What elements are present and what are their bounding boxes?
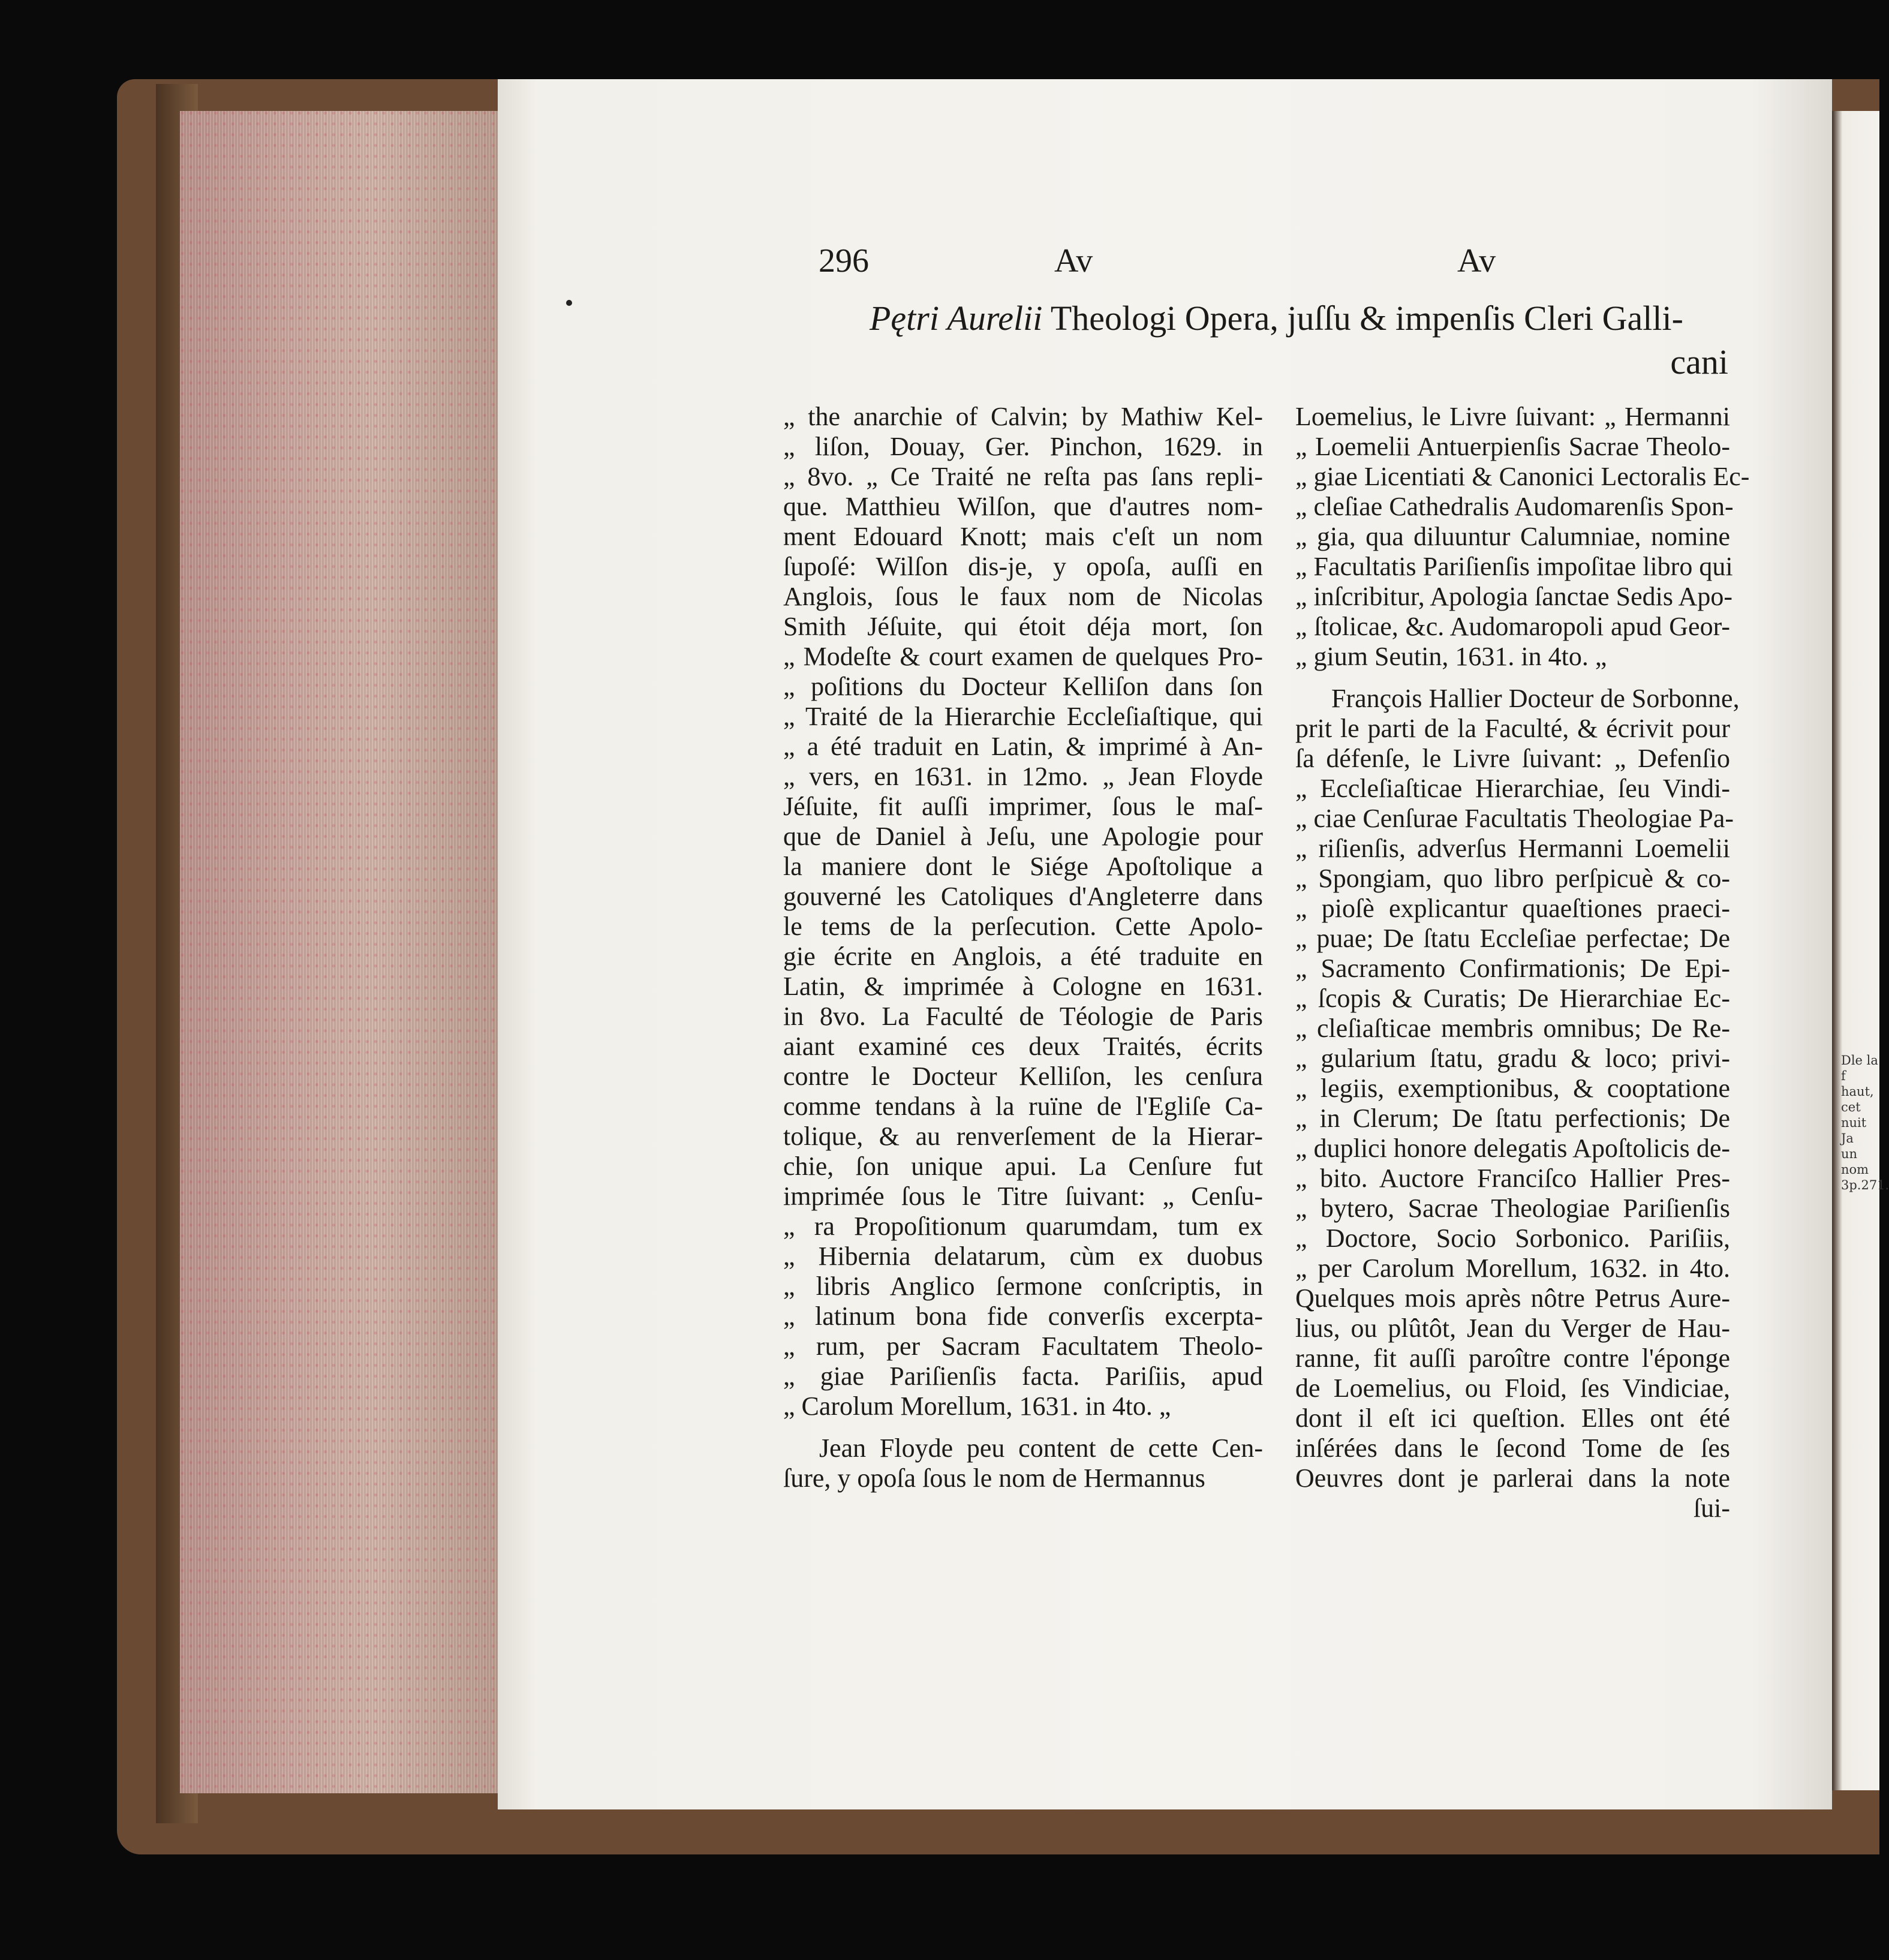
text-line: inſérées dans le ſecond Tome de ſes [1295,1433,1730,1463]
text-line: „ legiis, exemptionibus, & cooptatione [1295,1074,1730,1103]
text-line: aiant examiné ces deux Traités, écrits [783,1032,1263,1061]
text-line: ſure, y opoſa ſous le nom de Hermannus [783,1463,1205,1493]
text-line: „ gia, qua diluuntur Calumniae, nomine [1295,522,1730,551]
text-line: contre le Docteur Kelliſon, les cenſura [783,1062,1263,1091]
text-line: „ cleſiaſticae membris omnibus; De Re- [1295,1014,1730,1043]
text-line: Latin, & imprimée à Cologne en 1631. [783,972,1263,1001]
text-line: „ cleſiae Cathedralis Audomarenſis Spon- [1295,492,1734,521]
margin-dot [566,300,572,306]
running-title-text: Theologi Opera, juſſu & impenſis Cleri Galli- [1050,299,1683,338]
text-line: „ rum, per Sacram Facultatem Theolo- [783,1331,1263,1361]
text-line: „ Hibernia delatarum, cùm ex duobus [783,1241,1263,1271]
text-line: „ liſon, Douay, Ger. Pinchon, 1629. in [783,432,1263,461]
text-line: „ per Carolum Morellum, 1632. in 4to. [1295,1253,1730,1283]
text-line: „ libris Anglico ſermone conſcriptis, in [783,1271,1263,1301]
text-line: „ ſtolicae, &c. Audomaropoli apud Geor- [1295,612,1730,641]
text-line: „ Traité de la Hierarchie Eccleſiaſtique, qui [783,702,1263,731]
text-line: dont il eſt ici queſtion. Elles ont été [1295,1403,1730,1433]
text-line: „ Facultatis Pariſienſis impoſitae libro qui [1295,552,1733,581]
right-text-column [1295,402,1750,1523]
text-line: gie écrite en Anglois, a été traduite en [783,942,1263,971]
text-line: comme tendans à la ruïne de l'Egliſe Ca- [783,1092,1263,1121]
text-line: tolique, & au renverſement de la Hierar- [783,1122,1263,1151]
text-line: ſui- [1693,1493,1730,1523]
text-line: „ Spongiam, quo libro perſpicuè & co- [1295,864,1730,893]
running-title-author: Pętri Aurelii [870,299,1043,338]
text-line: prit le parti de la Faculté, & écrivit pour [1295,714,1730,743]
text-line: „ pioſè explicantur quaeſtiones praeci- [1295,894,1730,923]
text-line: „ latinum bona fide converſis excerpta- [783,1301,1263,1331]
text-line: de Loemelius, ou Floid, ſes Vindiciae, [1295,1373,1730,1403]
margin-annotation: Dle la f haut, cet nuit Ja un nom 3p.271. [1841,1053,1889,1192]
text-line: „ a été traduit en Latin, & imprimé à An- [783,732,1263,761]
text-line: Jean Floyde peu content de cette Cen- [819,1433,1263,1463]
text-line: „ gularium ſtatu, gradu & loco; privi- [1295,1044,1730,1073]
text-line: ſa défenſe, le Livre ſuivant: „ Defenſio [1295,744,1730,773]
running-title [870,297,1728,340]
text-line: „ Modeſte & court examen de quelques Pro- [783,642,1263,671]
text-line: Oeuvres dont je parlerai dans la note [1295,1463,1730,1493]
text-line: „ ſcopis & Curatis; De Hierarchiae Ec- [1295,984,1730,1013]
text-line: la maniere dont le Siége Apoſtolique a [783,852,1263,881]
page-number: 296 [819,242,869,279]
text-line: „ inſcribitur, Apologia ſanctae Sedis Apo- [1295,582,1732,611]
text-line: „ riſienſis, adverſus Hermanni Loemelii [1295,834,1730,863]
header-key-right: Av [1457,242,1496,279]
text-line: chie, ſon unique apui. La Cenſure fut [783,1152,1263,1181]
text-line: ſupoſé: Wilſon dis-je, y opoſa, auſſi en [783,552,1263,581]
text-line: „ ciae Cenſurae Facultatis Theologiae Pa- [1295,804,1734,833]
text-line: „ Carolum Morellum, 1631. in 4to. „ [783,1391,1171,1421]
next-page-slice [1832,111,1889,1790]
text-line: Loemelius, le Livre ſuivant: „ Hermanni [1295,402,1730,431]
text-line: „ ra Propoſitionum quarumdam, tum ex [783,1212,1263,1241]
text-line: Quelques mois après nôtre Petrus Aure- [1295,1283,1730,1313]
text-line: le tems de la perſecution. Cette Apolo- [783,912,1263,941]
text-line: ranne, fit auſſi paroître contre l'éponge [1295,1343,1730,1373]
header-key-left: Av [1054,242,1093,279]
text-line: „ poſitions du Docteur Kelliſon dans ſon [783,672,1263,701]
text-line: „ Sacramento Confirmationis; De Epi- [1295,954,1730,983]
text-line: „ duplici honore delegatis Apoſtolicis de- [1295,1134,1730,1163]
text-line: „ Doctore, Socio Sorbonico. Pariſiis, [1295,1224,1730,1253]
text-line: „ giae Licentiati & Canonici Lectoralis Ec- [1295,462,1750,491]
text-line: ment Edouard Knott; mais c'eſt un nom [783,522,1263,551]
text-line: „ gium Seutin, 1631. in 4to. „ [1295,642,1607,671]
text-line: „ Eccleſiaſticae Hierarchiae, ſeu Vindi- [1295,774,1730,803]
page-fore-edge [180,111,504,1793]
text-line: „ vers, en 1631. in 12mo. „ Jean Floyde [783,762,1263,791]
left-text-column [783,402,1263,1493]
running-title-continuation: cani [1670,342,1728,381]
text-line: que de Daniel à Jeſu, une Apologie pour [783,822,1263,851]
text-line: „ bytero, Sacrae Theologiae Pariſienſis [1295,1194,1730,1223]
text-line: que. Matthieu Wilſon, que d'autres nom- [783,492,1263,521]
text-line: in 8vo. La Faculté de Téologie de Paris [783,1002,1263,1031]
text-line: „ 8vo. „ Ce Traité ne reſta pas ſans repli- [783,462,1263,491]
text-line: Smith Jéſuite, qui étoit déja mort, ſon [783,612,1263,641]
text-line: Anglois, ſous le faux nom de Nicolas [783,582,1263,611]
text-line: „ Loemelii Antuerpienſis Sacrae Theolo- [1295,432,1730,461]
text-line: „ bito. Auctore Franciſco Hallier Pres- [1295,1164,1730,1193]
text-line: Jéſuite, fit auſſi imprimer, ſous le maſ- [783,792,1263,821]
text-line: François Hallier Docteur de Sorbonne, [1331,684,1740,713]
text-line: „ giae Pariſienſis facta. Pariſiis, apud [783,1361,1263,1391]
text-line: „ puae; De ſtatu Eccleſiae perfectae; De [1295,924,1730,953]
text-line: imprimée ſous le Titre ſuivant: „ Cenſu- [783,1182,1263,1211]
text-line: „ the anarchie of Calvin; by Mathiw Kel- [783,402,1263,431]
text-line: „ in Clerum; De ſtatu perfectionis; De [1295,1104,1730,1133]
text-line: gouverné les Catoliques d'Angleterre dans [783,882,1263,911]
text-line: lius, ou plûtôt, Jean du Verger de Hau- [1295,1313,1730,1343]
